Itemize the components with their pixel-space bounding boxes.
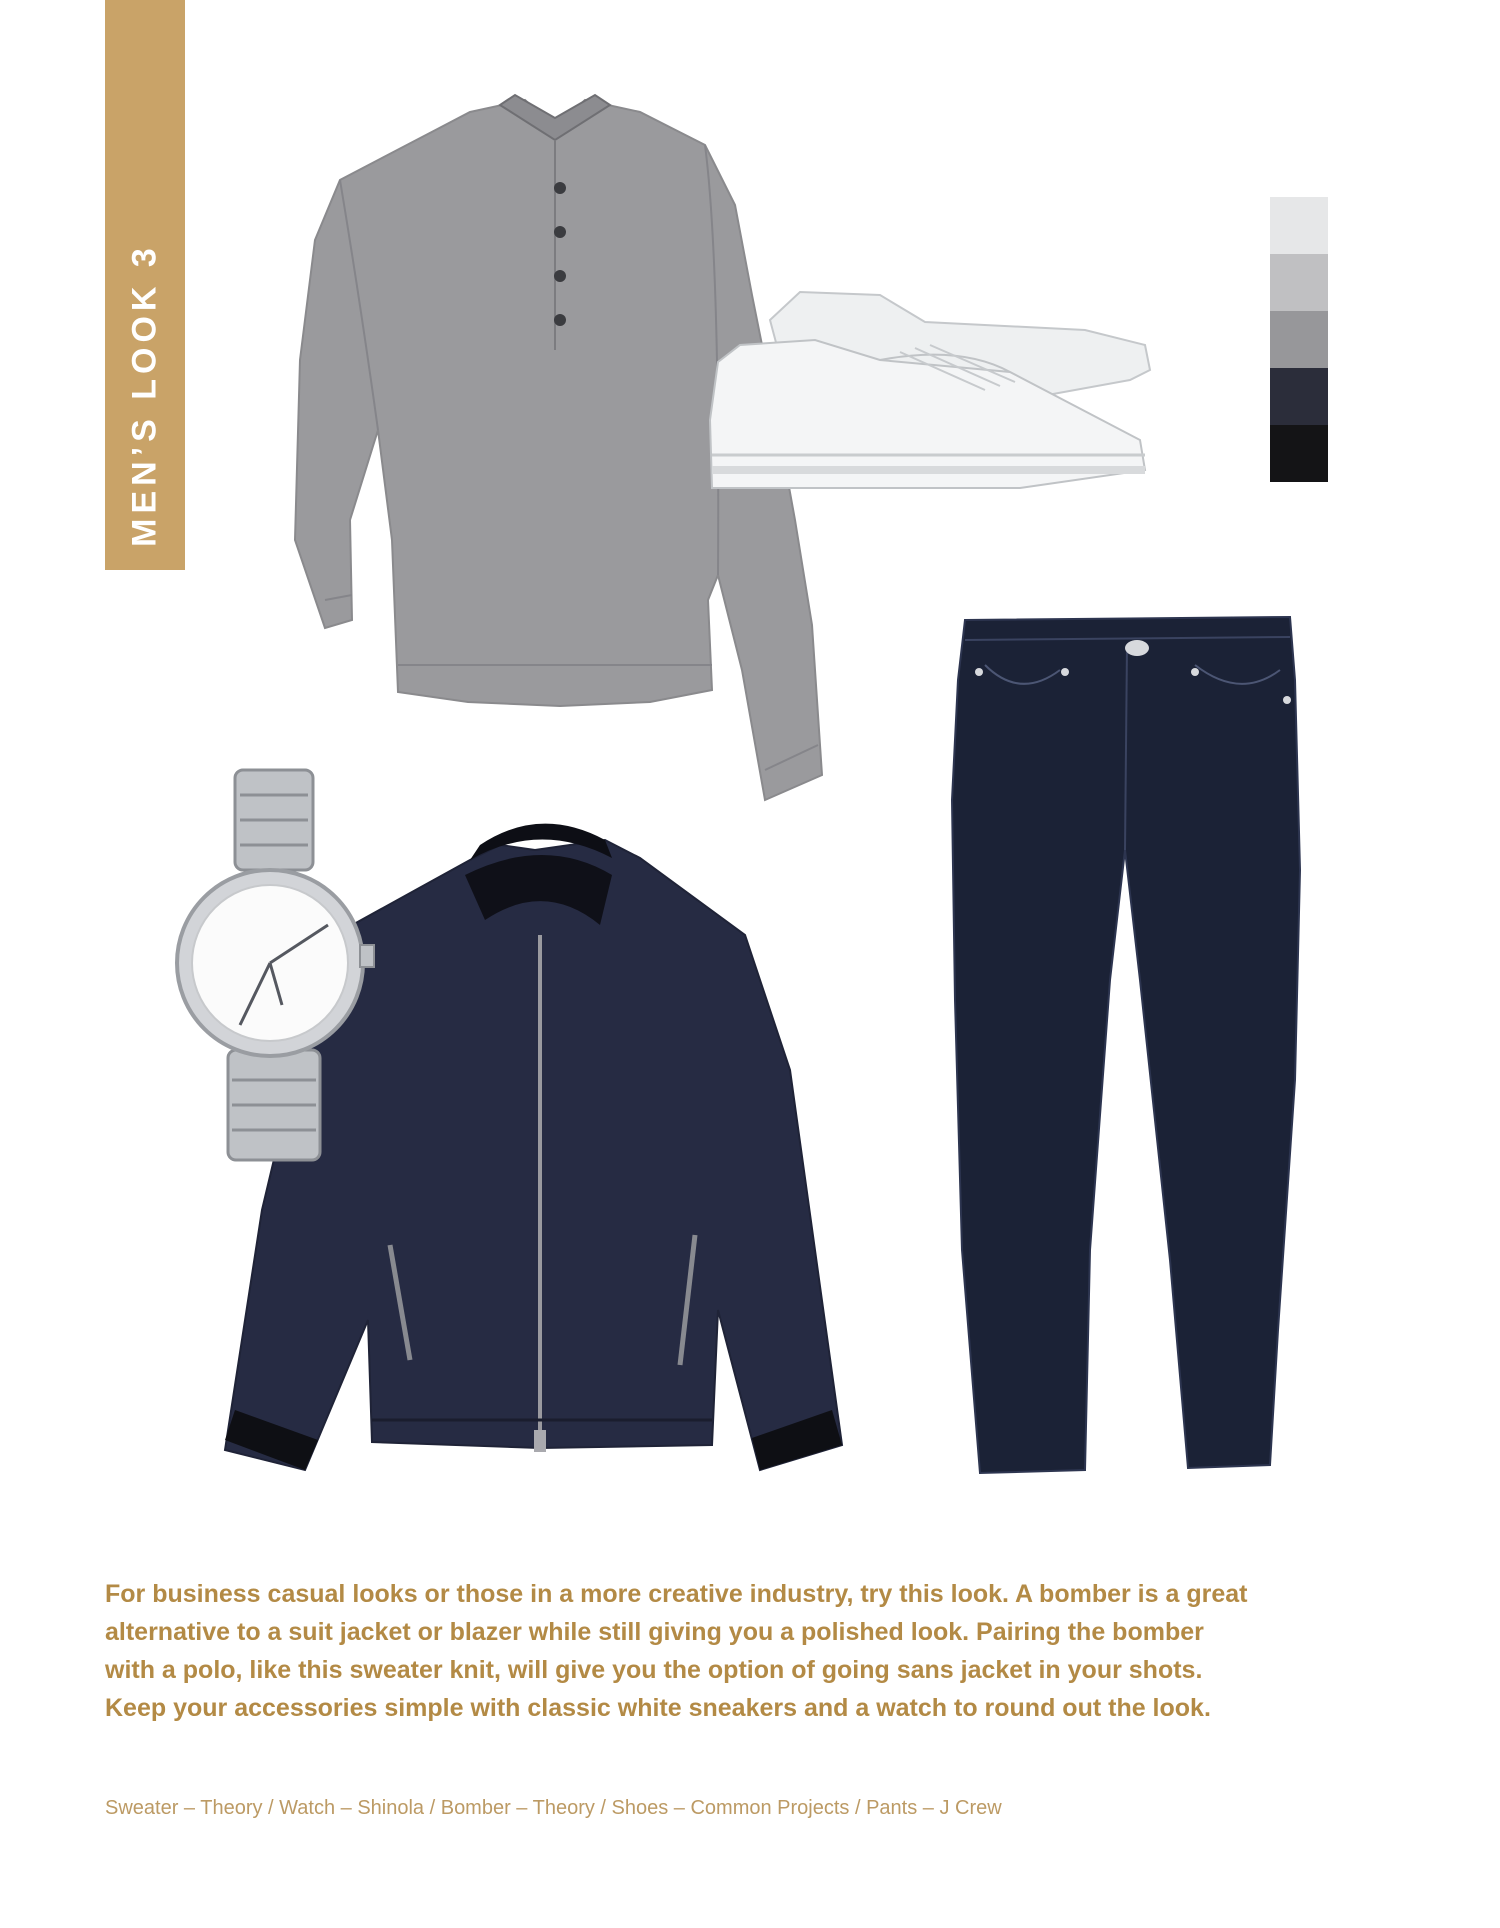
section-tab-label: MEN’S LOOK 3 — [125, 243, 164, 547]
outfit-credits: Sweater – Theory / Watch – Shinola / Bomber – Theory / Shoes – Common Projects / Pants – J Crew — [105, 1797, 1002, 1819]
sneakers-illustration — [710, 292, 1150, 488]
jeans-illustration — [952, 617, 1300, 1473]
look-description: For business casual looks or those in a more creative industry, try this look. A bomber is a great alternative to a suit jacket or blazer while still giving you a polished look. Pairing the bomber with a polo, like this sweater knit, will give you the option of going sans jacket in your shots. Keep your accessories simple with classic white sneakers and a watch to round out the look. — [105, 1580, 1248, 1722]
